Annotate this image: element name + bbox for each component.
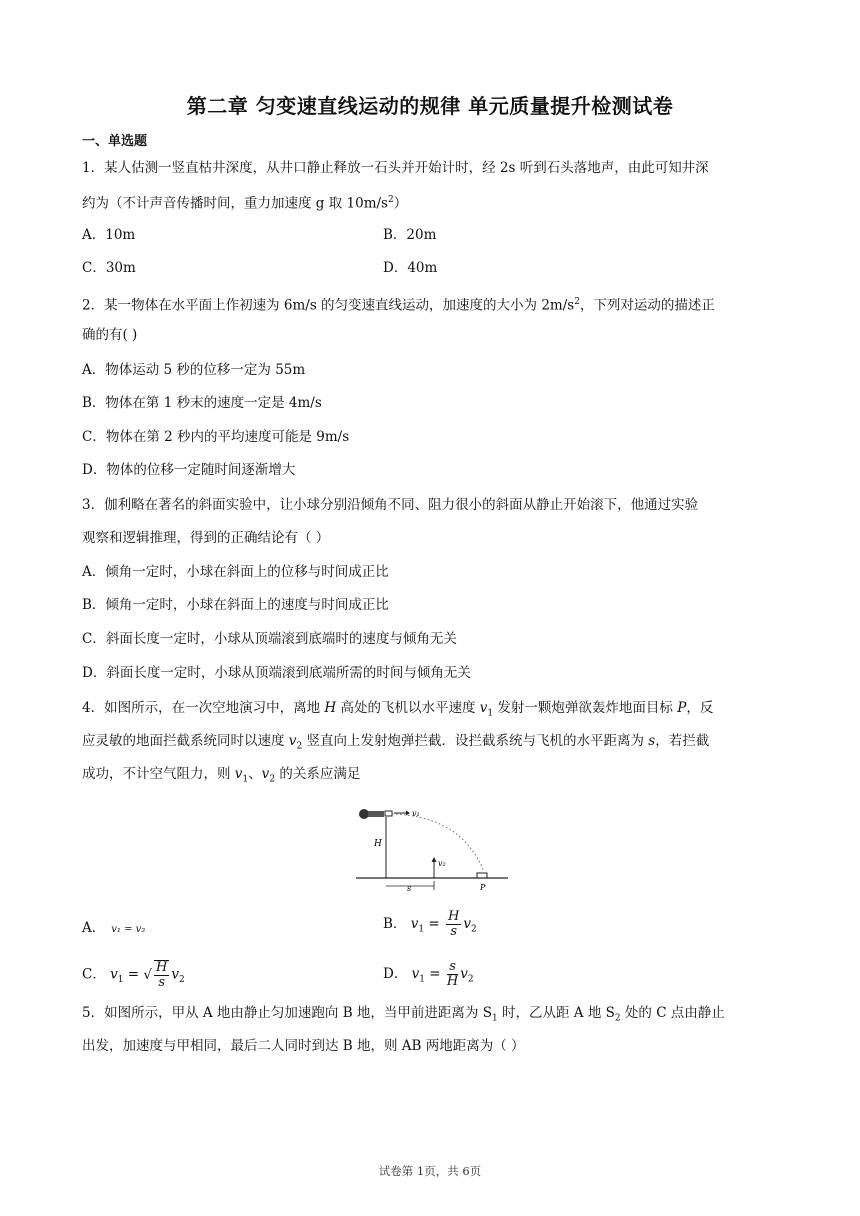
q2-line1: 2．某一物体在水平面上作初速为 6m/s 的匀变速直线运动，加速度的大小为 $2m/s^2$，下列对运动的描述正 [82, 297, 715, 314]
q1-line2: 约为（不计声音传播时间，重力加速度 g 取 $10m/s^2$） [82, 195, 408, 212]
q4-line3: 成功，不计空气阻力，则 $v_1$、$v_2$ 的关系应满足 [82, 766, 361, 785]
v2-label: v₂ [438, 859, 446, 868]
q4-line1: 4．如图所示，在一次空地演习中，离地 H 高处的飞机以水平速度 $v_1$ 发射一颗炮弹欲轰炸地面目标 P，反 [82, 700, 714, 719]
q4-figure [352, 802, 512, 892]
q3-line2: 观察和逻辑推理，得到的正确结论有（ ） [82, 530, 330, 546]
airplane-icon [359, 809, 369, 819]
q5-line1: 5．如图所示，甲从 A 地由静止匀加速跑向 B 地，当甲前进距离为 $S_1$ 时，乙从距 A 地 $S_2$ 处的 C 点由静止 [82, 1005, 725, 1024]
q3-option-b: B．倾角一定时，小球在斜面上的速度与时间成正比 [82, 597, 389, 613]
q5-line2: 出发，加速度与甲相同，最后二人同时到达 B 地，则 AB 两地距离为（ ） [82, 1038, 525, 1054]
q3-line1: 3．伽利略在著名的斜面实验中，让小球分别沿倾角不同、阻力很小的斜面从静止开始滚下，他通过实验 [82, 497, 699, 513]
v1-label: v₁ [412, 809, 420, 818]
q2-line2: 确的有( ) [82, 327, 138, 343]
s-label: s [407, 884, 412, 892]
q2-option-a: A．物体运动 5 秒的位移一定为 55m [82, 362, 306, 378]
q1-option-a: A．10m [82, 227, 136, 243]
shell-marker [385, 811, 392, 816]
q3-option-a: A．倾角一定时，小球在斜面上的位移与时间成正比 [82, 564, 389, 580]
q4-option-d: D． $v_1$ = $\frac{s}{H}$ $v_2$ [383, 959, 474, 989]
q1-option-d: D．40m [383, 260, 438, 276]
page-title: 第二章 匀变速直线运动的规律 单元质量提升检测试卷 [186, 94, 674, 118]
q4-option-b: B． $v_1$ = $\frac{H}{s}$ $v_2$ [383, 909, 477, 939]
q2-option-d: D．物体的位移一定随时间逐渐增大 [82, 462, 296, 478]
q1-option-c: C．30m [82, 260, 136, 276]
q1-option-b: B．20m [383, 227, 437, 243]
p-label: P [480, 883, 486, 892]
target-box [477, 873, 487, 878]
airplane-body [368, 811, 384, 817]
q3-option-d: D．斜面长度一定时，小球从顶端滚到底端所需的时间与倾角无关 [82, 665, 471, 681]
h-label: H [374, 839, 382, 849]
q4-line2: 应灵敏的地面拦截系统同时以速度 $v_2$ 竖直向上发射炮弹拦截．设拦截系统与飞机的水平距离为 s，若拦截 [82, 733, 710, 752]
q1-line1: 1．某人估测一竖直枯井深度，从井口静止释放一石头并开始计时，经 2s 听到石头落地声，由此可知井深 [82, 160, 709, 176]
q3-option-c: C．斜面长度一定时，小球从顶端滚到底端时的速度与倾角无关 [82, 631, 457, 647]
q4-option-c: C． $v_1$ = √ $\frac{H}{s}$ $v_2$ [82, 960, 185, 990]
section-heading: 一、单选题 [82, 134, 148, 149]
q4-option-a: A． v₁ = v₂ [82, 920, 146, 936]
q2-option-b: B．物体在第 1 秒末的速度一定是 4m/s [82, 395, 322, 411]
q2-option-c: C．物体在第 2 秒内的平均速度可能是 9m/s [82, 429, 350, 445]
page-footer: 试卷第 1页，共 6页 [378, 1164, 482, 1178]
